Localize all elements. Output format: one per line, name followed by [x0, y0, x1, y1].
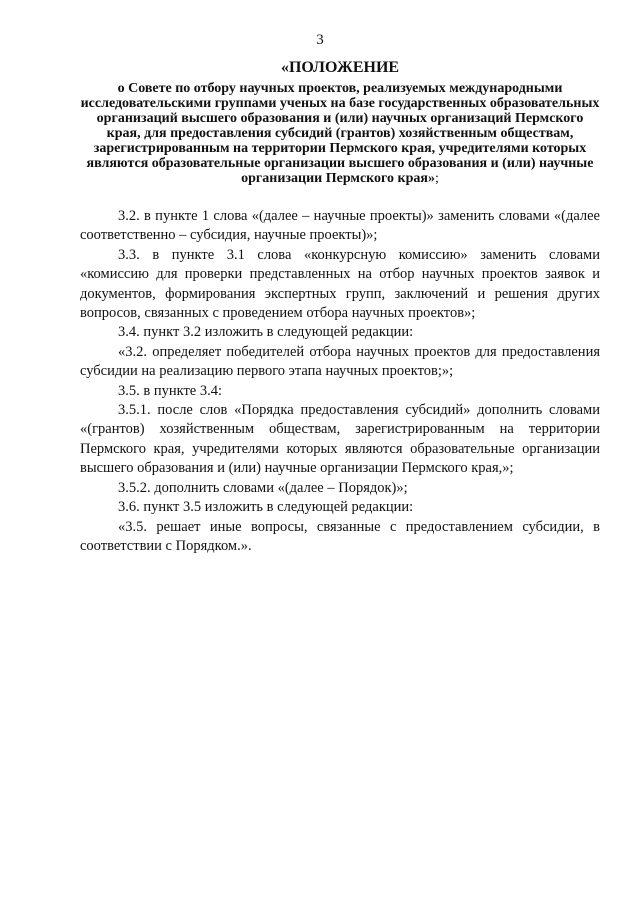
- paragraph-3-5-2: 3.5.2. дополнить словами «(далее – Порядок)»;: [118, 479, 408, 496]
- paragraph-3-4-quote: «3.2. определяет победителей отбора научных проектов для предоставления субсидии на реализацию первого этапа научных проектов;»;: [80, 343, 600, 380]
- paragraph-3-4: 3.4. пункт 3.2 изложить в следующей редакции:: [118, 324, 414, 341]
- document-subtitle-tail: ;: [434, 171, 439, 186]
- document-subtitle: [80, 81, 600, 186]
- document-body: [80, 207, 600, 556]
- paragraph-3-6: 3.6. пункт 3.5 изложить в следующей редакции:: [118, 499, 414, 516]
- title-block: [80, 60, 600, 186]
- paragraph-3-5: 3.5. в пункте 3.4:: [118, 382, 223, 399]
- paragraph-3-2: 3.2. в пункте 1 слова «(далее – научные проекты)» заменить словами «(далее соответственно – субсидия, научные проекты)»;: [80, 208, 600, 244]
- document-title: «ПОЛОЖЕНИЕ: [280, 59, 400, 76]
- document-subtitle-text: о Совете по отбору научных проектов, реализуемых международными исследовательскими группами ученых на базе государственных образовательных организаций высшего образования и (или) научных организаций Пермского края, для предоставления субсидий (грантов) хозяйственным обществам, зарегистрированным на территории Пермского края, учредителями которых являются образовательные организации высшего образования и (или) научные организации Пермского края»: [80, 81, 600, 186]
- paragraph-3-5-1: 3.5.1. после слов «Порядка предоставления субсидий» дополнить словами «(грантов) хозяйственным обществам, зарегистрированным на территории Пермского края, учредителями которых являются образовательные организации высшего образования и (или) научные организации Пермского края,»;: [80, 402, 600, 477]
- page-number: 3: [316, 32, 324, 48]
- paragraph-3-6-quote: «3.5. решает иные вопросы, связанные с предоставлением субсидии, в соответствии с Порядком.».: [80, 518, 600, 554]
- paragraph-3-3: 3.3. в пункте 3.1 слова «конкурсную комиссию» заменить словами «комиссию для проверки представленных на отбор научных проектов заявок и документов, формирования экспертных групп, заключений и решения других вопросов, связанных с проведением отбора научных проектов»;: [80, 246, 600, 322]
